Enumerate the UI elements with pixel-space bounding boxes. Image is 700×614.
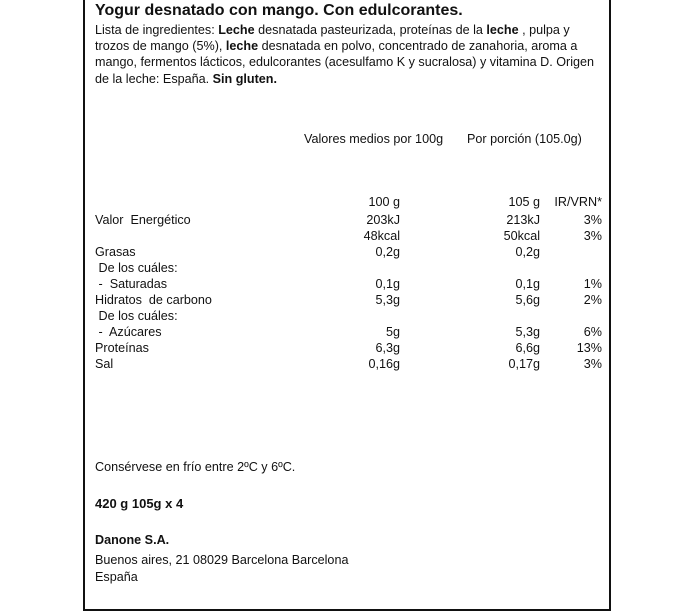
value-per-100g: 0,1g <box>375 277 400 291</box>
ingredient-highlight: Sin gluten. <box>212 71 277 86</box>
ingredients-paragraph <box>95 22 605 87</box>
value-per-portion: 5,3g <box>515 325 540 339</box>
header-per-portion: Por porción (105.0g) <box>467 132 582 146</box>
value-per-100g: 6,3g <box>375 341 400 355</box>
company-address <box>95 552 348 586</box>
ingredient-highlight: Leche <box>218 23 255 37</box>
ingredient-highlight: leche <box>225 39 259 54</box>
nutrient-label: De los cuáles: <box>95 261 178 275</box>
nutrient-label: Grasas <box>95 245 136 259</box>
value-ir-vrn: 6% <box>583 325 602 339</box>
value-per-100g: 0,16g <box>368 357 400 371</box>
value-ir-vrn: 3% <box>583 357 602 371</box>
value-per-portion: 5,6g <box>515 293 540 307</box>
address-line: Buenos aires, 21 08029 Barcelona Barcelona <box>95 553 349 567</box>
address-country: España <box>95 570 138 584</box>
value-per-100g: 5g <box>385 325 400 339</box>
company-name: Danone S.A. <box>95 533 170 547</box>
value-per-100g: 203kJ <box>366 213 400 227</box>
ingredient-text: Lista de ingredientes: <box>95 23 219 37</box>
nutrient-label: Proteínas <box>95 341 149 355</box>
ingredient-text: desnatada pasteurizada, proteínas de la <box>254 23 487 37</box>
product-title: Yogur desnatado con mango. Con edulcorantes. <box>95 2 463 19</box>
nutrient-label: Hidratos de carbono <box>95 293 212 307</box>
nutrient-label: - Azúcares <box>95 325 162 339</box>
value-ir-vrn: 13% <box>576 341 602 355</box>
storage-note: Consérvese en frío entre 2ºC y 6ºC. <box>95 460 296 474</box>
value-per-100g: 5,3g <box>375 293 400 307</box>
nutrient-label: Sal <box>95 357 114 371</box>
subheader-100g: 100 g <box>368 195 400 209</box>
value-per-100g: 48kcal <box>363 229 400 243</box>
value-per-portion: 0,2g <box>515 245 540 259</box>
nutrient-label: - Saturadas <box>95 277 168 291</box>
subheader-portion: 105 g <box>508 195 540 209</box>
ingredient-highlight: leche <box>486 23 519 37</box>
nutrient-label: Valor Energético <box>95 213 191 227</box>
value-ir-vrn: 1% <box>583 277 602 291</box>
value-per-portion: 213kJ <box>506 213 540 227</box>
value-per-portion: 0,1g <box>515 277 540 291</box>
value-per-portion: 50kcal <box>503 229 540 243</box>
value-per-portion: 6,6g <box>515 341 540 355</box>
value-ir-vrn: 2% <box>583 293 602 307</box>
ingredient-text: desnatada en polvo, concentrado de zanahoria, aroma a mango, fermentos lácticos, edulcorantes (acesulfamo K y sucralosa) y vitamina D. Origen de la leche: España. <box>95 39 595 86</box>
value-per-portion: 0,17g <box>508 357 540 371</box>
package-size: 420 g 105g x 4 <box>95 496 184 511</box>
value-ir-vrn: 3% <box>583 229 602 243</box>
nutrient-label: De los cuáles: <box>95 309 178 323</box>
value-ir-vrn: 3% <box>583 213 602 227</box>
header-per-100g: Valores medios por 100g <box>304 132 444 146</box>
subheader-ir-vrn: IR/VRN* <box>554 195 602 209</box>
value-per-100g: 0,2g <box>375 245 400 259</box>
ingredient-text: , pulpa y trozos de mango (5%), <box>95 23 570 54</box>
